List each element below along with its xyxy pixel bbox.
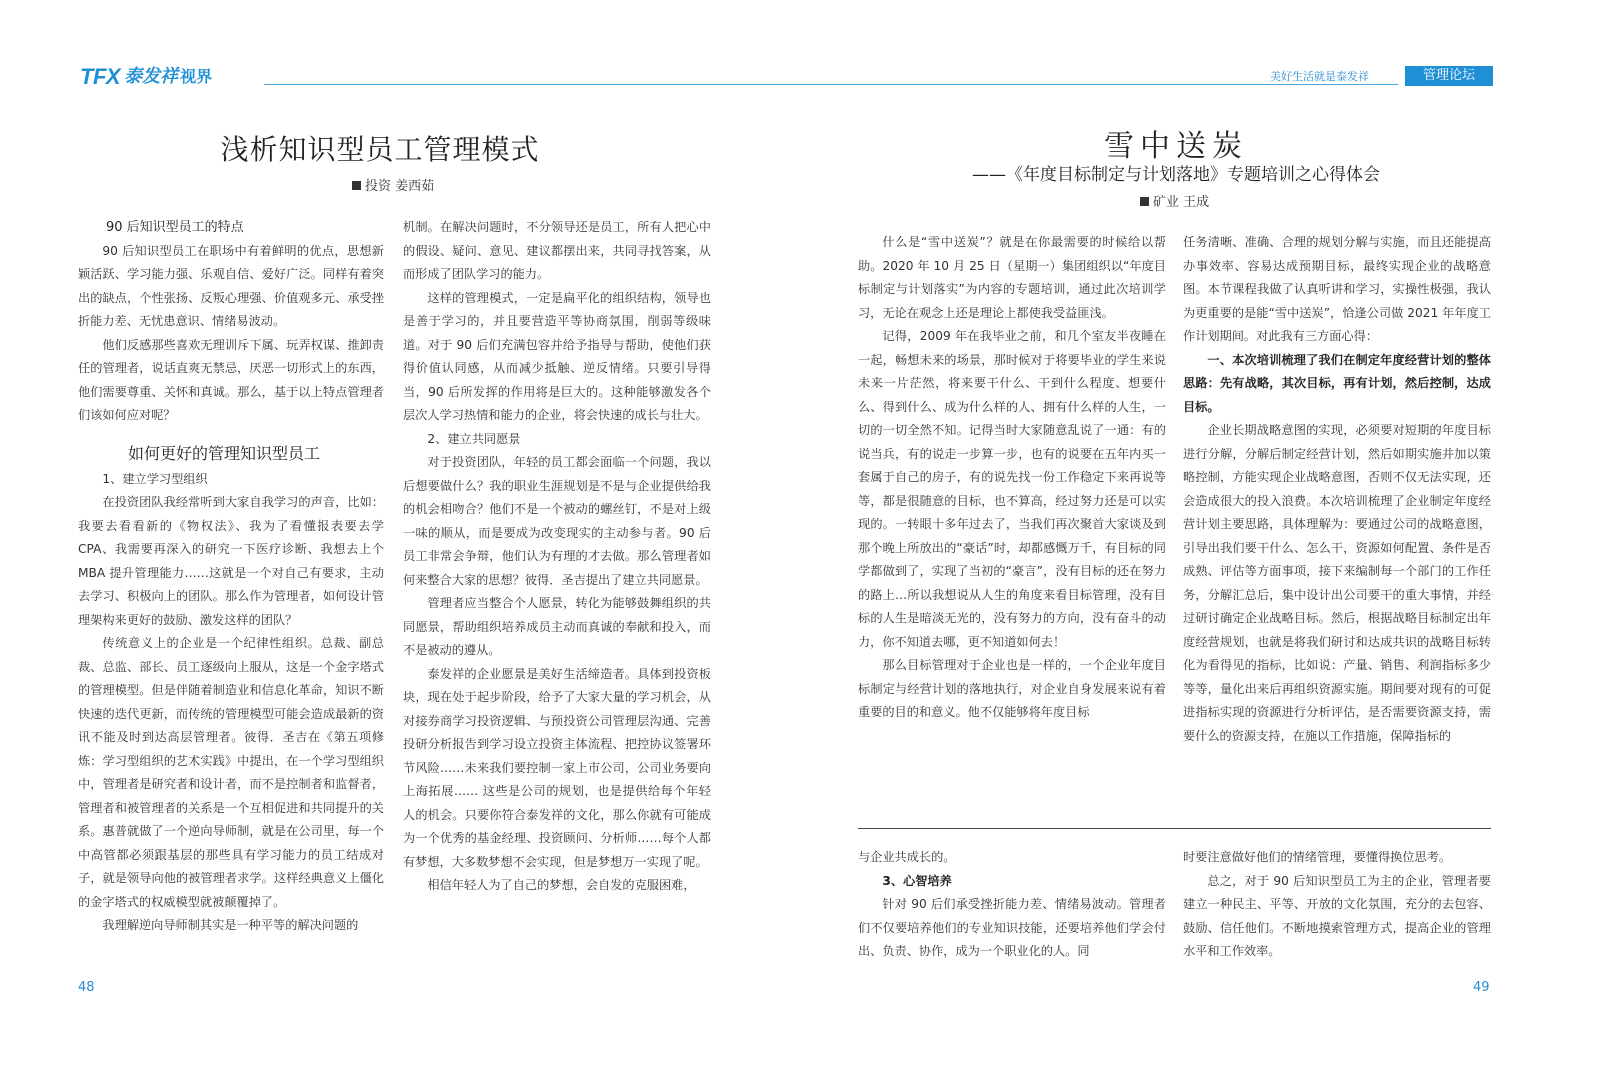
article2-byline-text: 矿业 王成 [1153, 195, 1210, 210]
article1-continuation-column-2 [1183, 846, 1491, 964]
paragraph: 他们反感那些喜欢无理训斥下属、玩弄权谋、推卸责任的管理者，说话直爽无禁忌，厌恶一切形式上的东西，他们需要尊重、关怀和真诚。那么，基于以上特点管理者们该如何应对呢？ [78, 337, 384, 422]
magazine-logo [80, 64, 212, 88]
paragraph: 时要注意做好他们的情绪管理，要懂得换位思考。 [1183, 850, 1452, 864]
paragraph: 针对 90 后们承受挫折能力差、情绪易波动。管理者们不仅要培养他们的专业知识技能，还要培养他们学会付出、负责、协作，成为一个职业化的人。同 [858, 897, 1166, 958]
continuation-divider [858, 828, 1491, 829]
paragraph: 相信年轻人为了自己的梦想，会自发的克服困难， [427, 878, 696, 892]
square-bullet-icon [352, 181, 361, 190]
logo-tfx: TFX [80, 64, 121, 89]
paragraph: 泰发祥的企业愿景是美好生活缔造者。具体到投资板块，现在处于起步阶段，给予了大家大量的学习机会，从对接券商学习投资逻辑、与预投资公司管理层沟通、完善投研分析报告到学习设立投资主体流程、把控协议签署环节风险……未来我们要控制一家上市公司，公司业务要向上海拓展…… 这些是公司的规划，也是提供给每个年轻人的机会。只要你符合泰发祥的文化，那么你就有可能成为一个优秀的基金经理、投资顾问、分析师……每个人都有梦想，大多数梦想不会实现，但是梦想万一实现了呢。 [403, 666, 711, 869]
paragraph: 传统意义上的企业是一个纪律性组织。总裁、副总裁、总监、部长、员工逐级向上服从，这是一个金字塔式的管理模型。但是伴随着制造业和信息化革命，知识不断快速的迭代更新，而传统的管理模型可能会造成最新的资讯不能及时到达高层管理者。彼得．圣吉在《第五项修炼：学习型组织的艺术实践》中提出，在一个学习型组织中，管理者是研究者和设计者，而不是控制者和监督者，管理者和被管理者的关系是一个互相促进和共同提升的关系。惠普就做了一个逆向导师制，就是在公司里，每一个中高管都必须跟基层的那些具有学习能力的员工结成对子，就是领导向他的被管理者求学。这样经典意义上僵化的金字塔式的权威模型就被颠覆掉了。 [78, 636, 384, 909]
article2-subtitle: ——《年度目标制定与计划落地》专题培训之心得体会 [972, 165, 1380, 185]
section-tag: 管理论坛 [1405, 66, 1493, 86]
article2-column-1 [858, 231, 1166, 725]
header-rule [264, 84, 1398, 85]
article1-column-2 [403, 216, 711, 898]
article1-column-1 [78, 216, 384, 938]
paragraph: 机制。在解决问题时，不分领导还是员工，所有人把心中的假设、疑问、意见、建议都摆出来，共同寻找答案，从而形成了团队学习的能力。 [403, 220, 711, 281]
article2-column-2 [1183, 231, 1491, 748]
logo-vision: 视界 [180, 67, 213, 86]
article1-byline [352, 175, 434, 194]
article1-title: 浅析知识型员工管理模式 [220, 133, 540, 166]
logo-brand: 泰发祥 [124, 66, 179, 87]
paragraph: 企业长期战略意图的实现，必须要对短期的年度目标进行分解，分解后制定经营计划，然后如期实施并加以策略控制，方能实现企业战略意图，否则不仅无法实现，还会造成很大的投入浪费。本次培训梳理了企业制定年度经营计划主要思路，具体理解为：要通过公司的战略意图，引导出我们要干什么、怎么干，资源如何配置、条件是否成熟、评估等方面事项，接下来编制每一个部门的工作任务，分解汇总后，集中设计出公司要干的重大事情，并经过研讨确定企业战略目标。然后，根据战略目标制定出年度经营规划，也就是将我们研讨和达成共识的战略目标转化为看得见的指标，比如说：产量、销售、利润指标多少等等，量化出来后再组织资源实施。期间要对现有的可促进指标实现的资源进行分析评估，是否需要资源支持，需要什么的资源支持，在施以工作措施，保障指标的 [1183, 423, 1491, 743]
article1-continuation-column-1 [858, 846, 1166, 964]
article1-subheading-1: 1、建立学习型组织 [102, 471, 208, 486]
page-number-right: 49 [1473, 980, 1490, 995]
article2-heading-1: 一、本次培训梳理了我们在制定年度经营计划的整体思路：先有战略，其次目标，再有计划，然后控制，达成目标。 [1183, 352, 1491, 414]
paragraph: 什么是“雪中送炭”？就是在你最需要的时候给以帮助。2020 年 10 月 25 日（星期一）集团组织以“年度目标制定与计划落实”为内容的专题培训，通过此次培训学习，无论在观念上还是理论上都使我受益匪浅。 [858, 235, 1166, 320]
article1-heading-traits: 90 后知识型员工的特点 [106, 220, 244, 235]
paragraph: 与企业共成长的。 [858, 850, 956, 864]
article1-byline-text: 投资 姜西茹 [365, 179, 435, 194]
article2-title: 雪中送炭 [1104, 129, 1248, 164]
paragraph: 对于投资团队，年轻的员工都会面临一个问题，我以后想要做什么？我的职业生涯规划是不是与企业提供给我的机会相吻合？他们不是一个被动的螺丝钉，不是对上级一味的顺从，而是要成为改变现实的主动参与者。90 后员工非常会争辩，他们认为有理的才去做。那么管理者如何来整合大家的思想？彼得．圣吉提出了建立共同愿景。 [403, 455, 711, 587]
article1-heading-manage: 如何更好的管理知识型员工 [128, 443, 321, 463]
article1-subheading-3: 3、心智培养 [882, 873, 952, 888]
paragraph: 管理者应当整合个人愿景，转化为能够鼓舞组织的共同愿景，帮助组织培养成员主动而真诚的奉献和投入，而不是被动的遵从。 [403, 596, 711, 657]
square-bullet-icon [1140, 197, 1149, 206]
paragraph: 90 后知识型员工在职场中有着鲜明的优点，思想新颖活跃、学习能力强、乐观自信、爱好广泛。同样有着突出的缺点，个性张扬、反叛心理强、价值观多元、承受挫折能力差、无忧患意识、情绪易波动。 [78, 243, 384, 328]
paragraph: 任务清晰、准确、合理的规划分解与实施，而且还能提高办事效率、容易达成预期目标，最终实现企业的战略意图。本节课程我做了认真听讲和学习，实操性极强，我认为更重要的是能“雪中送炭”，恰逢公司做 2021 年年度工作计划期间。对此我有三方面心得： [1183, 235, 1491, 343]
paragraph: 在投资团队我经常听到大家自我学习的声音，比如：我要去看看新的《物权法》、我为了看懂报表要去学 CPA、我需要再深入的研究一下医疗诊断、我想去上个 MBA 提升管理能力……这就是一个对自己有要求，主动去学习、积极向上的团队。那么作为管理者，如何设计管理架构来更好的鼓励、激发这样的团队？ [78, 495, 384, 627]
paragraph: 那么目标管理对于企业也是一样的，一个企业年度目标制定与经营计划的落地执行，对企业自身发展来说有着重要的目的和意义。他不仅能够将年度目标 [858, 658, 1166, 719]
page-number-left: 48 [78, 980, 95, 995]
paragraph: 这样的管理模式，一定是扁平化的组织结构，领导也是善于学习的，并且要营造平等协商氛围，削弱等级味道。对于 90 后们充满包容并给予指导与帮助，使他们获得价值认同感，从而减少抵触、逆反情绪。只要引导得当，90 后所发挥的作用将是巨大的。这种能够激发各个层次人学习热情和能力的企业，将会快速的成长与壮大。 [403, 290, 711, 422]
paragraph: 记得，2009 年在我毕业之前，和几个室友半夜睡在一起，畅想未来的场景，那时候对于将要毕业的学生来说未来一片茫然，将来要干什么、干到什么程度、想要什么、得到什么、成为什么样的人、拥有什么样的人生，一切的一切全然不知。记得当时大家随意乱说了一通：有的说当兵，有的说走一步算一步，也有的说要在五年内买一套属于自己的房子，有的说先找一份工作稳定下来再说等等，都是很随意的目标，也不算高，经过努力还是可以实现的。一转眼十多年过去了，当我们再次聚首大家谈及到那个晚上所放出的“豪话”时，却都感慨万千，有目标的同学都做到了，实现了当初的“豪言”，没有目标的还在努力的路上…所以我想说从人生的角度来看目标管理，没有目标的人生是暗淡无光的，没有努力的方向，没有奋斗的动力，你不知道去哪，更不知道如何去！ [858, 329, 1166, 649]
paragraph: 我理解逆向导师制其实是一种平等的解决问题的 [102, 918, 359, 932]
paragraph: 总之，对于 90 后知识型员工为主的企业，管理者要建立一种民主、平等、开放的文化氛围，充分的去包容、鼓励、信任他们。不断地摸索管理方式，提高企业的管理水平和工作效率。 [1183, 873, 1491, 958]
article1-subheading-2: 2、建立共同愿景 [427, 431, 521, 446]
header-slogan: 美好生活就是泰发祥 [1270, 70, 1369, 83]
article2-byline [1140, 191, 1209, 210]
